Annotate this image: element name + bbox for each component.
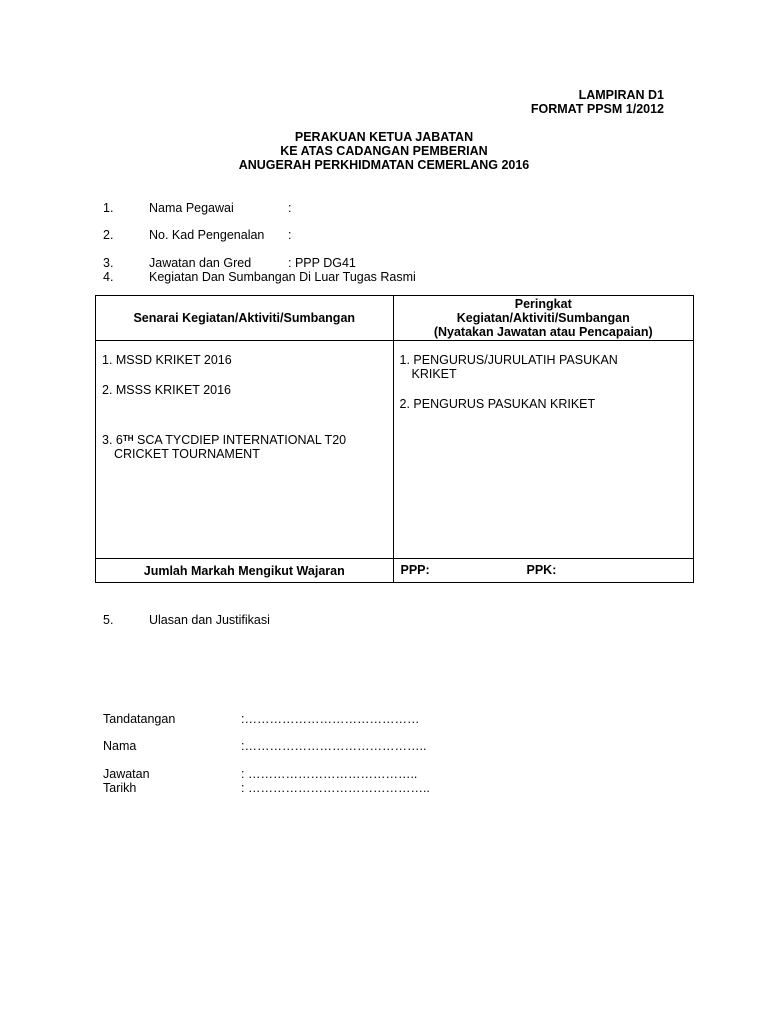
- lampiran-label: LAMPIRAN D1: [578, 88, 664, 102]
- activities-table: [95, 295, 694, 583]
- signature-label: Tandatangan: [103, 712, 176, 726]
- section-5-label: Ulasan dan Justifikasi: [149, 613, 270, 627]
- field-jawatan-gred-label: Jawatan dan Gred: [149, 256, 252, 270]
- field-nama-pegawai-value: :: [288, 201, 292, 215]
- activities-cell: [96, 341, 394, 559]
- field-1-number: 1.: [103, 201, 114, 215]
- title-line-3: ANUGERAH PERKHIDMATAN CEMERLANG 2016: [238, 158, 530, 172]
- section-5-number: 5.: [103, 613, 114, 627]
- date-label: Tarikh: [103, 781, 137, 795]
- total-marks-cell: [393, 559, 694, 583]
- list-item: 2. MSSS KRIKET 2016: [102, 383, 231, 397]
- list-item: 1. MSSD KRIKET 2016: [102, 353, 232, 367]
- col-activities-header: Senarai Kegiatan/Aktiviti/Sumbangan: [96, 296, 394, 341]
- list-item: 1. PENGURUS/JURULATIH PASUKAN KRIKET: [399, 353, 618, 381]
- position-value: : …………………………………..: [241, 767, 418, 781]
- col-level-header-line-3: (Nyatakan Jawatan atau Pencapaian): [433, 325, 653, 339]
- field-kad-pengenalan-label: No. Kad Pengenalan: [149, 228, 265, 242]
- field-3-number: 3.: [103, 256, 114, 270]
- title-line-1: PERAKUAN KETUA JABATAN: [294, 130, 474, 144]
- ppk-label: PPK:: [526, 563, 557, 577]
- ppp-label: PPP:: [400, 563, 430, 577]
- table-footer-row: [96, 559, 694, 583]
- field-jawatan-gred-value: : PPP DG41: [288, 256, 356, 270]
- field-2-number: 2.: [103, 228, 114, 242]
- roles-cell: [393, 341, 694, 559]
- name-label: Nama: [103, 739, 137, 753]
- field-4-number: 4.: [103, 270, 114, 284]
- total-marks-label: Jumlah Markah Mengikut Wajaran: [96, 559, 394, 583]
- format-label: FORMAT PPSM 1/2012: [530, 102, 664, 116]
- col-level-header-line-1: Peringkat: [514, 297, 572, 311]
- field-kegiatan-label: Kegiatan Dan Sumbangan Di Luar Tugas Rasmi: [149, 270, 416, 284]
- title-line-2: KE ATAS CADANGAN PEMBERIAN: [280, 144, 488, 158]
- list-item: 2. PENGURUS PASUKAN KRIKET: [399, 397, 596, 411]
- list-item: 3. 6TH SCA TYCDIEP INTERNATIONAL T20 CRICKET TOURNAMENT: [102, 433, 347, 461]
- table-header-row: [96, 296, 694, 341]
- col-level-header-line-2: Kegiatan/Aktiviti/Sumbangan: [456, 311, 630, 325]
- name-value: :……………………………………..: [241, 739, 427, 753]
- field-kad-pengenalan-value: :: [288, 228, 292, 242]
- position-label: Jawatan: [103, 767, 150, 781]
- ordinal-suffix: TH: [122, 434, 134, 443]
- field-nama-pegawai-label: Nama Pegawai: [149, 201, 234, 215]
- col-level-header: [393, 296, 694, 341]
- date-value: : ……………………………………..: [241, 781, 430, 795]
- table-body-row: [96, 341, 694, 559]
- signature-value: :……………………………………: [241, 712, 420, 726]
